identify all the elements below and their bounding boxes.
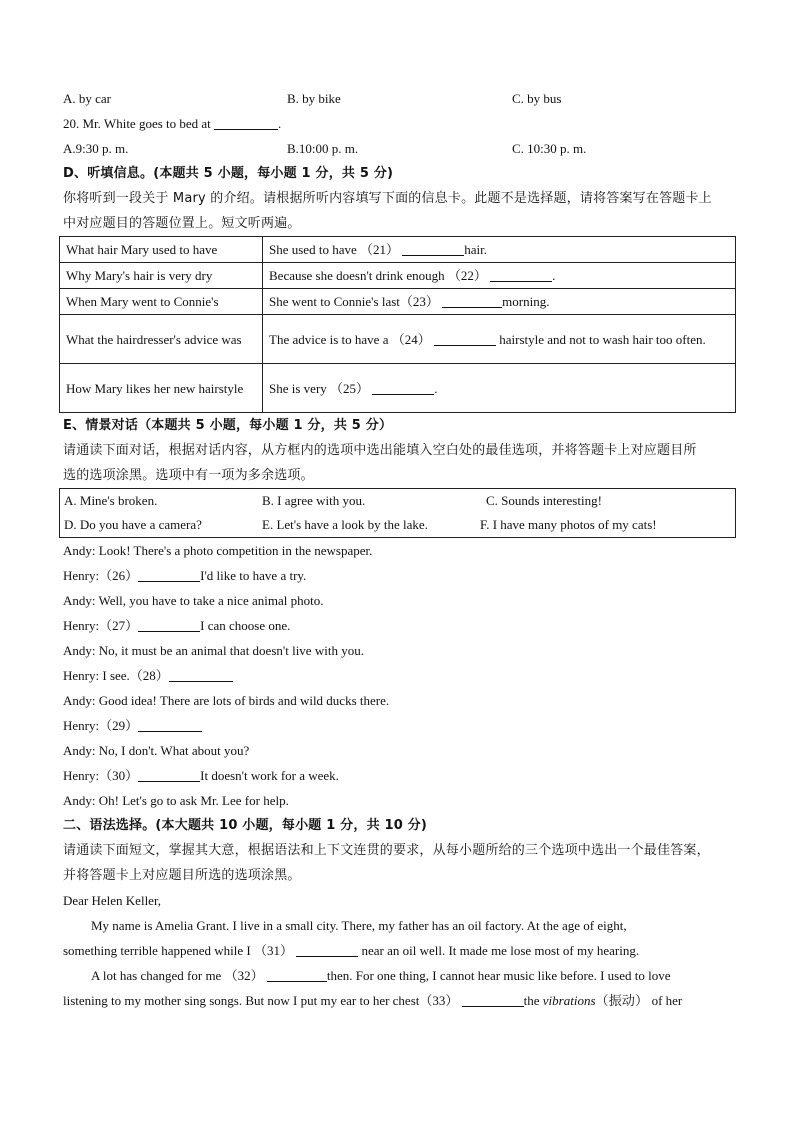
blank-27[interactable]	[138, 617, 200, 632]
row-label: How Mary likes her new hairstyle	[60, 364, 263, 413]
blank-26[interactable]	[138, 567, 200, 582]
italic-word: vibrations	[542, 993, 596, 1008]
row-answer-post: hair.	[464, 242, 487, 257]
text: the	[523, 993, 543, 1008]
question-number: （30）	[99, 768, 139, 783]
row-answer-post: .	[434, 380, 438, 396]
blank-24[interactable]	[434, 331, 496, 346]
speaker: Andy:	[63, 593, 96, 608]
row-label: What the hairdresser's advice was	[60, 315, 263, 364]
q19-option-a[interactable]: A. by car	[63, 91, 112, 106]
dialogue	[63, 538, 737, 813]
q19-options	[63, 86, 737, 111]
row-answer-pre: She is very （25）	[269, 380, 370, 396]
dialogue-line	[63, 713, 737, 738]
speaker: Henry:	[63, 718, 100, 733]
section-e-instruction-1: 请通读下面对话，根据对话内容，从方框内的选项中选出能填入空白处的最佳选项，并将答题卡上对应题目所	[63, 443, 697, 458]
option-f[interactable]: F. I have many photos of my cats!	[480, 517, 657, 532]
utterance: I see.（28）	[102, 668, 169, 683]
row-label: Why Mary's hair is very dry	[60, 263, 263, 289]
option-a[interactable]: A. Mine's broken.	[64, 493, 158, 508]
option-b[interactable]: B. I agree with you.	[262, 493, 366, 508]
q20-option-a[interactable]: A.9:30 p. m.	[63, 141, 129, 156]
options-box	[59, 488, 736, 538]
text: of her	[648, 993, 683, 1008]
table-row	[60, 364, 736, 413]
option-d[interactable]: D. Do you have a camera?	[64, 517, 202, 532]
speaker: Andy:	[63, 693, 96, 708]
blank-32[interactable]	[267, 967, 327, 982]
q19-option-b[interactable]: B. by bike	[287, 91, 341, 106]
q20-blank[interactable]	[214, 115, 278, 130]
blank-22[interactable]	[490, 267, 552, 282]
dialogue-line	[63, 613, 737, 638]
row-answer-pre: She used to have （21）	[269, 242, 399, 257]
q20-options	[63, 136, 737, 161]
paragraph-1-line-2	[63, 938, 737, 963]
info-card-table	[59, 236, 736, 413]
row-answer	[263, 289, 736, 315]
utterance: I can choose one.	[200, 618, 291, 633]
utterance: Good idea! There are lots of birds and wild ducks there.	[98, 693, 390, 708]
utterance: Look! There's a photo competition in the newspaper.	[98, 543, 373, 558]
row-answer-post: hairstyle and not to wash hair too often.	[499, 331, 706, 347]
row-label: What hair Mary used to have	[60, 237, 263, 263]
blank-25[interactable]	[372, 380, 434, 395]
paragraph-2-line-1	[63, 963, 737, 988]
row-answer	[263, 263, 736, 289]
blank-30[interactable]	[138, 767, 200, 782]
utterance: I'd like to have a try.	[200, 568, 307, 583]
question-number: （26）	[99, 568, 139, 583]
speaker: Henry:	[63, 668, 100, 683]
part-2-instruction-1: 请通读下面短文，掌握其大意，根据语法和上下文连贯的要求，从每小题所给的三个选项中选出一个最佳答案，	[63, 843, 710, 858]
utterance: Oh! Let's go to ask Mr. Lee for help.	[98, 793, 289, 808]
q20-option-b[interactable]: B.10:00 p. m.	[287, 141, 359, 156]
blank-31[interactable]	[296, 942, 358, 957]
utterance: No, I don't. What about you?	[98, 743, 250, 758]
speaker: Andy:	[63, 543, 96, 558]
exam-page	[63, 86, 737, 1013]
q19-option-c[interactable]: C. by bus	[512, 91, 562, 106]
text: A lot has changed for me （32）	[91, 968, 264, 983]
text: listening to my mother sing songs. But now I put my ear to her chest（33）	[63, 993, 459, 1008]
blank-28[interactable]	[169, 667, 233, 682]
gloss: （振动）	[595, 994, 649, 1009]
paragraph-1-line-1: My name is Amelia Grant. I live in a small city. There, my father has an oil factory. At the age of eight,	[91, 918, 627, 933]
speaker: Andy:	[63, 643, 96, 658]
text: then. For one thing, I cannot hear music like before. I used to love	[326, 968, 671, 983]
section-d-instruction-2: 中对应题目的答题位置上。短文听两遍。	[63, 216, 301, 231]
dialogue-line	[63, 638, 737, 663]
speaker: Andy:	[63, 793, 96, 808]
row-answer-post: .	[552, 268, 556, 283]
utterance: It doesn't work for a week.	[200, 768, 339, 783]
dialogue-line	[63, 763, 737, 788]
blank-21[interactable]	[402, 241, 464, 256]
row-answer-pre: Because she doesn't drink enough （22）	[269, 268, 487, 283]
dialogue-line	[63, 588, 737, 613]
section-e-instruction-2: 选的选项涂黑。选项中有一项为多余选项。	[63, 468, 314, 483]
section-d-title: D、听填信息。(本题共 5 小题，每小题 1 分，共 5 分)	[63, 166, 394, 181]
blank-33[interactable]	[462, 992, 524, 1007]
part-2-instruction-2: 并将答题卡上对应题目所选的选项涂黑。	[63, 868, 301, 883]
dialogue-line	[63, 538, 737, 563]
paragraph-2-line-2	[63, 988, 737, 1013]
speaker: Henry:	[63, 618, 100, 633]
section-d-instruction-1: 你将听到一段关于 Mary 的介绍。请根据所听内容填写下面的信息卡。此题不是选择题，请将答案写在答题卡上	[63, 191, 712, 206]
option-c[interactable]: C. Sounds interesting!	[486, 493, 602, 508]
row-label: When Mary went to Connie's	[60, 289, 263, 315]
blank-29[interactable]	[138, 717, 202, 732]
q20-stem: 20. Mr. White goes to bed at .	[63, 116, 282, 131]
dialogue-line	[63, 688, 737, 713]
section-e-title: E、情景对话（本题共 5 小题，每小题 1 分，共 5 分）	[63, 418, 393, 433]
question-number: （27）	[99, 618, 139, 633]
utterance: No, it must be an animal that doesn't live with you.	[98, 643, 364, 658]
table-row	[60, 263, 736, 289]
row-answer-post: morning.	[502, 294, 550, 309]
speaker: Henry:	[63, 568, 100, 583]
option-e[interactable]: E. Let's have a look by the lake.	[262, 517, 428, 532]
text: something terrible happened while I （31）	[63, 943, 293, 958]
row-answer	[263, 315, 736, 364]
part-2-title: 二、语法选择。(本大题共 10 小题，每小题 1 分，共 10 分)	[63, 818, 428, 833]
blank-23[interactable]	[442, 293, 502, 308]
row-answer	[263, 237, 736, 263]
question-number: （29）	[99, 718, 139, 733]
row-answer-pre: The advice is to have a （24）	[269, 331, 431, 347]
utterance: Well, you have to take a nice animal photo.	[98, 593, 324, 608]
row-answer	[263, 364, 736, 413]
table-row	[60, 289, 736, 315]
text: near an oil well. It made me lose most of my hearing.	[361, 943, 640, 958]
row-answer-pre: She went to Connie's last（23）	[269, 294, 439, 309]
speaker: Henry:	[63, 768, 100, 783]
table-row	[60, 315, 736, 364]
letter-salutation: Dear Helen Keller,	[63, 893, 162, 908]
dialogue-line	[63, 738, 737, 763]
q20-stem-text: 20. Mr. White goes to bed at	[63, 116, 211, 131]
table-row	[60, 237, 736, 263]
dialogue-line	[63, 788, 737, 813]
speaker: Andy:	[63, 743, 96, 758]
dialogue-line	[63, 663, 737, 688]
q20-option-c[interactable]: C. 10:30 p. m.	[512, 141, 587, 156]
dialogue-line	[63, 563, 737, 588]
